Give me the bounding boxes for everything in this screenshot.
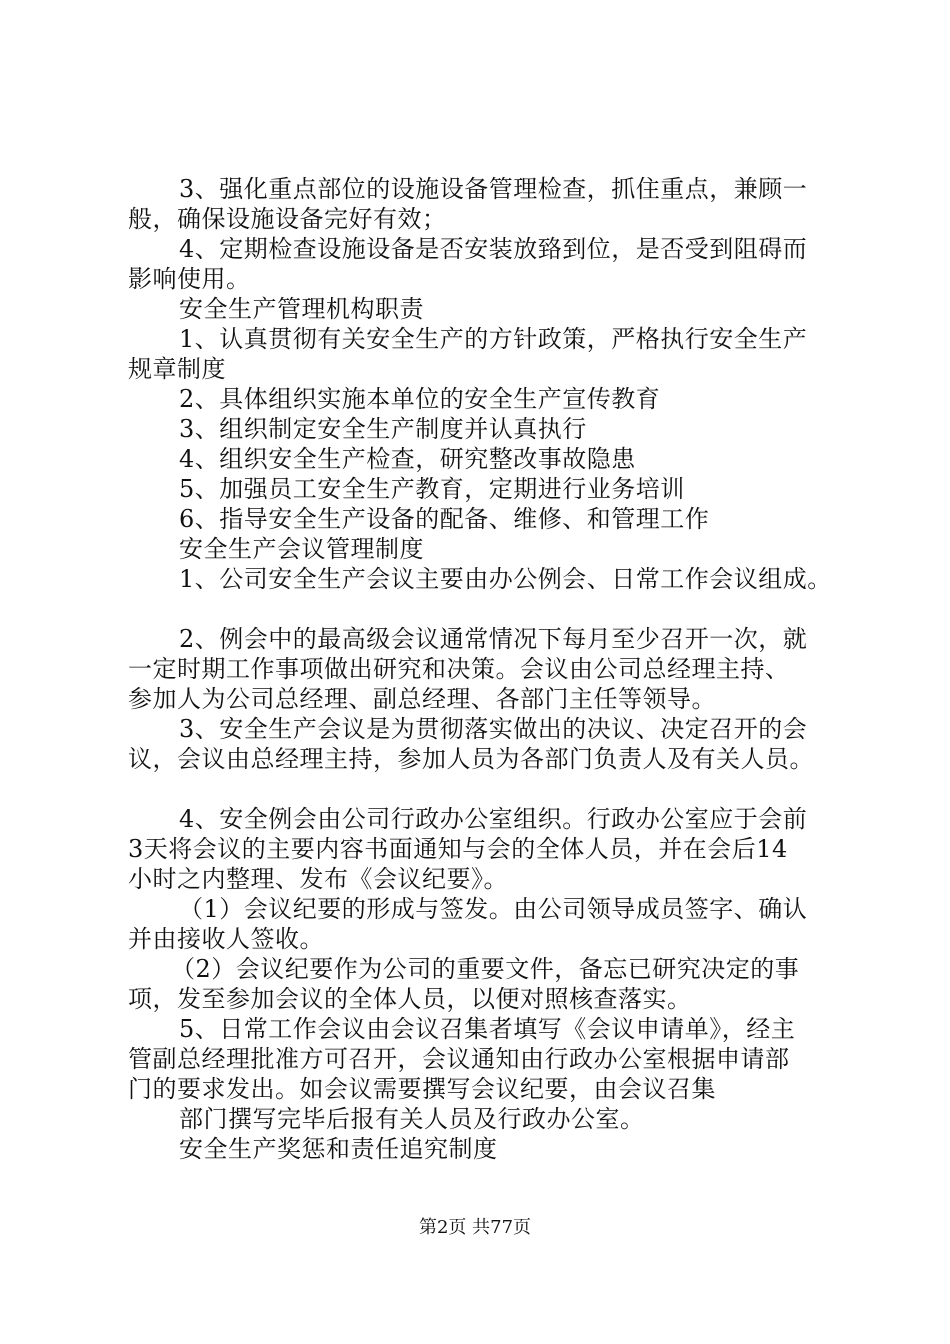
paragraph-line: 一定时期工作事项做出研究和决策。会议由公司总经理主持、 (128, 655, 790, 683)
paragraph-line: 3天将会议的主要内容书面通知与会的全体人员，并在会后14 (128, 835, 788, 863)
paragraph-line: 4、安全例会由公司行政办公室组织。行政办公室应于会前 (179, 805, 808, 833)
paragraph-line: 般，确保设施设备完好有效； (128, 205, 447, 233)
paragraph-line: 影响使用。 (128, 265, 251, 293)
list-item: 5、加强员工安全生产教育，定期进行业务培训 (179, 475, 685, 503)
paragraph-line: 并由接收人签收。 (128, 925, 324, 953)
section-heading: 安全生产会议管理制度 (179, 535, 424, 563)
paragraph-line: 小时之内整理、发布《会议纪要》。 (128, 865, 508, 893)
paragraph-line: 项，发至参加会议的全体人员，以便对照核查落实。 (128, 985, 692, 1013)
list-item: 2、具体组织实施本单位的安全生产宣传教育 (179, 385, 661, 413)
paragraph-gap (128, 774, 848, 804)
page-footer: 第2页 共77页 (418, 1217, 532, 1238)
paragraph-line: 参加人为公司总经理、副总经理、各部门主任等领导。 (128, 685, 716, 713)
section-heading: 安全生产管理机构职责 (179, 295, 424, 323)
paragraph-line: 1、认真贯彻有关安全生产的方针政策，严格执行安全生产 (179, 325, 808, 353)
paragraph-line: 管副总经理批准方可召开，会议通知由行政办公室根据申请部 (128, 1045, 790, 1073)
paragraph-line: （1）会议纪要的形成与签发。由公司领导成员签字、确认 (179, 895, 808, 923)
paragraph-line: 规章制度 (128, 355, 226, 383)
paragraph-line: 4、定期检查设施设备是否安装放臵到位，是否受到阻碍而 (179, 235, 808, 263)
document-body (128, 174, 848, 1164)
list-item: 3、组织制定安全生产制度并认真执行 (179, 415, 587, 443)
paragraph-line: 2、例会中的最高级会议通常情况下每月至少召开一次，就 (179, 625, 808, 653)
paragraph-line: 1、公司安全生产会议主要由办公例会、日常工作会议组成。 (179, 565, 832, 593)
paragraph-gap (128, 594, 848, 624)
paragraph-line: 5、日常工作会议由会议召集者填写《会议申请单》，经主 (179, 1015, 796, 1043)
paragraph-line: 议，会议由总经理主持，参加人员为各部门负责人及有关人员。 (128, 745, 814, 773)
paragraph-line: 3、强化重点部位的设施设备管理检查，抓住重点，兼顾一 (179, 175, 808, 203)
paragraph-line: 3、安全生产会议是为贯彻落实做出的决议、决定召开的会 (179, 715, 808, 743)
list-item: 4、组织安全生产检查，研究整改事故隐患 (179, 445, 636, 473)
paragraph-line: （2）会议纪要作为公司的重要文件，备忘已研究决定的事 (171, 955, 800, 983)
section-heading: 安全生产奖惩和责任追究制度 (179, 1135, 498, 1163)
list-item: 6、指导安全生产设备的配备、维修、和管理工作 (179, 505, 710, 533)
paragraph-line: 部门撰写完毕后报有关人员及行政办公室。 (179, 1105, 645, 1133)
paragraph-line: 门的要求发出。如会议需要撰写会议纪要，由会议召集 (128, 1075, 716, 1103)
